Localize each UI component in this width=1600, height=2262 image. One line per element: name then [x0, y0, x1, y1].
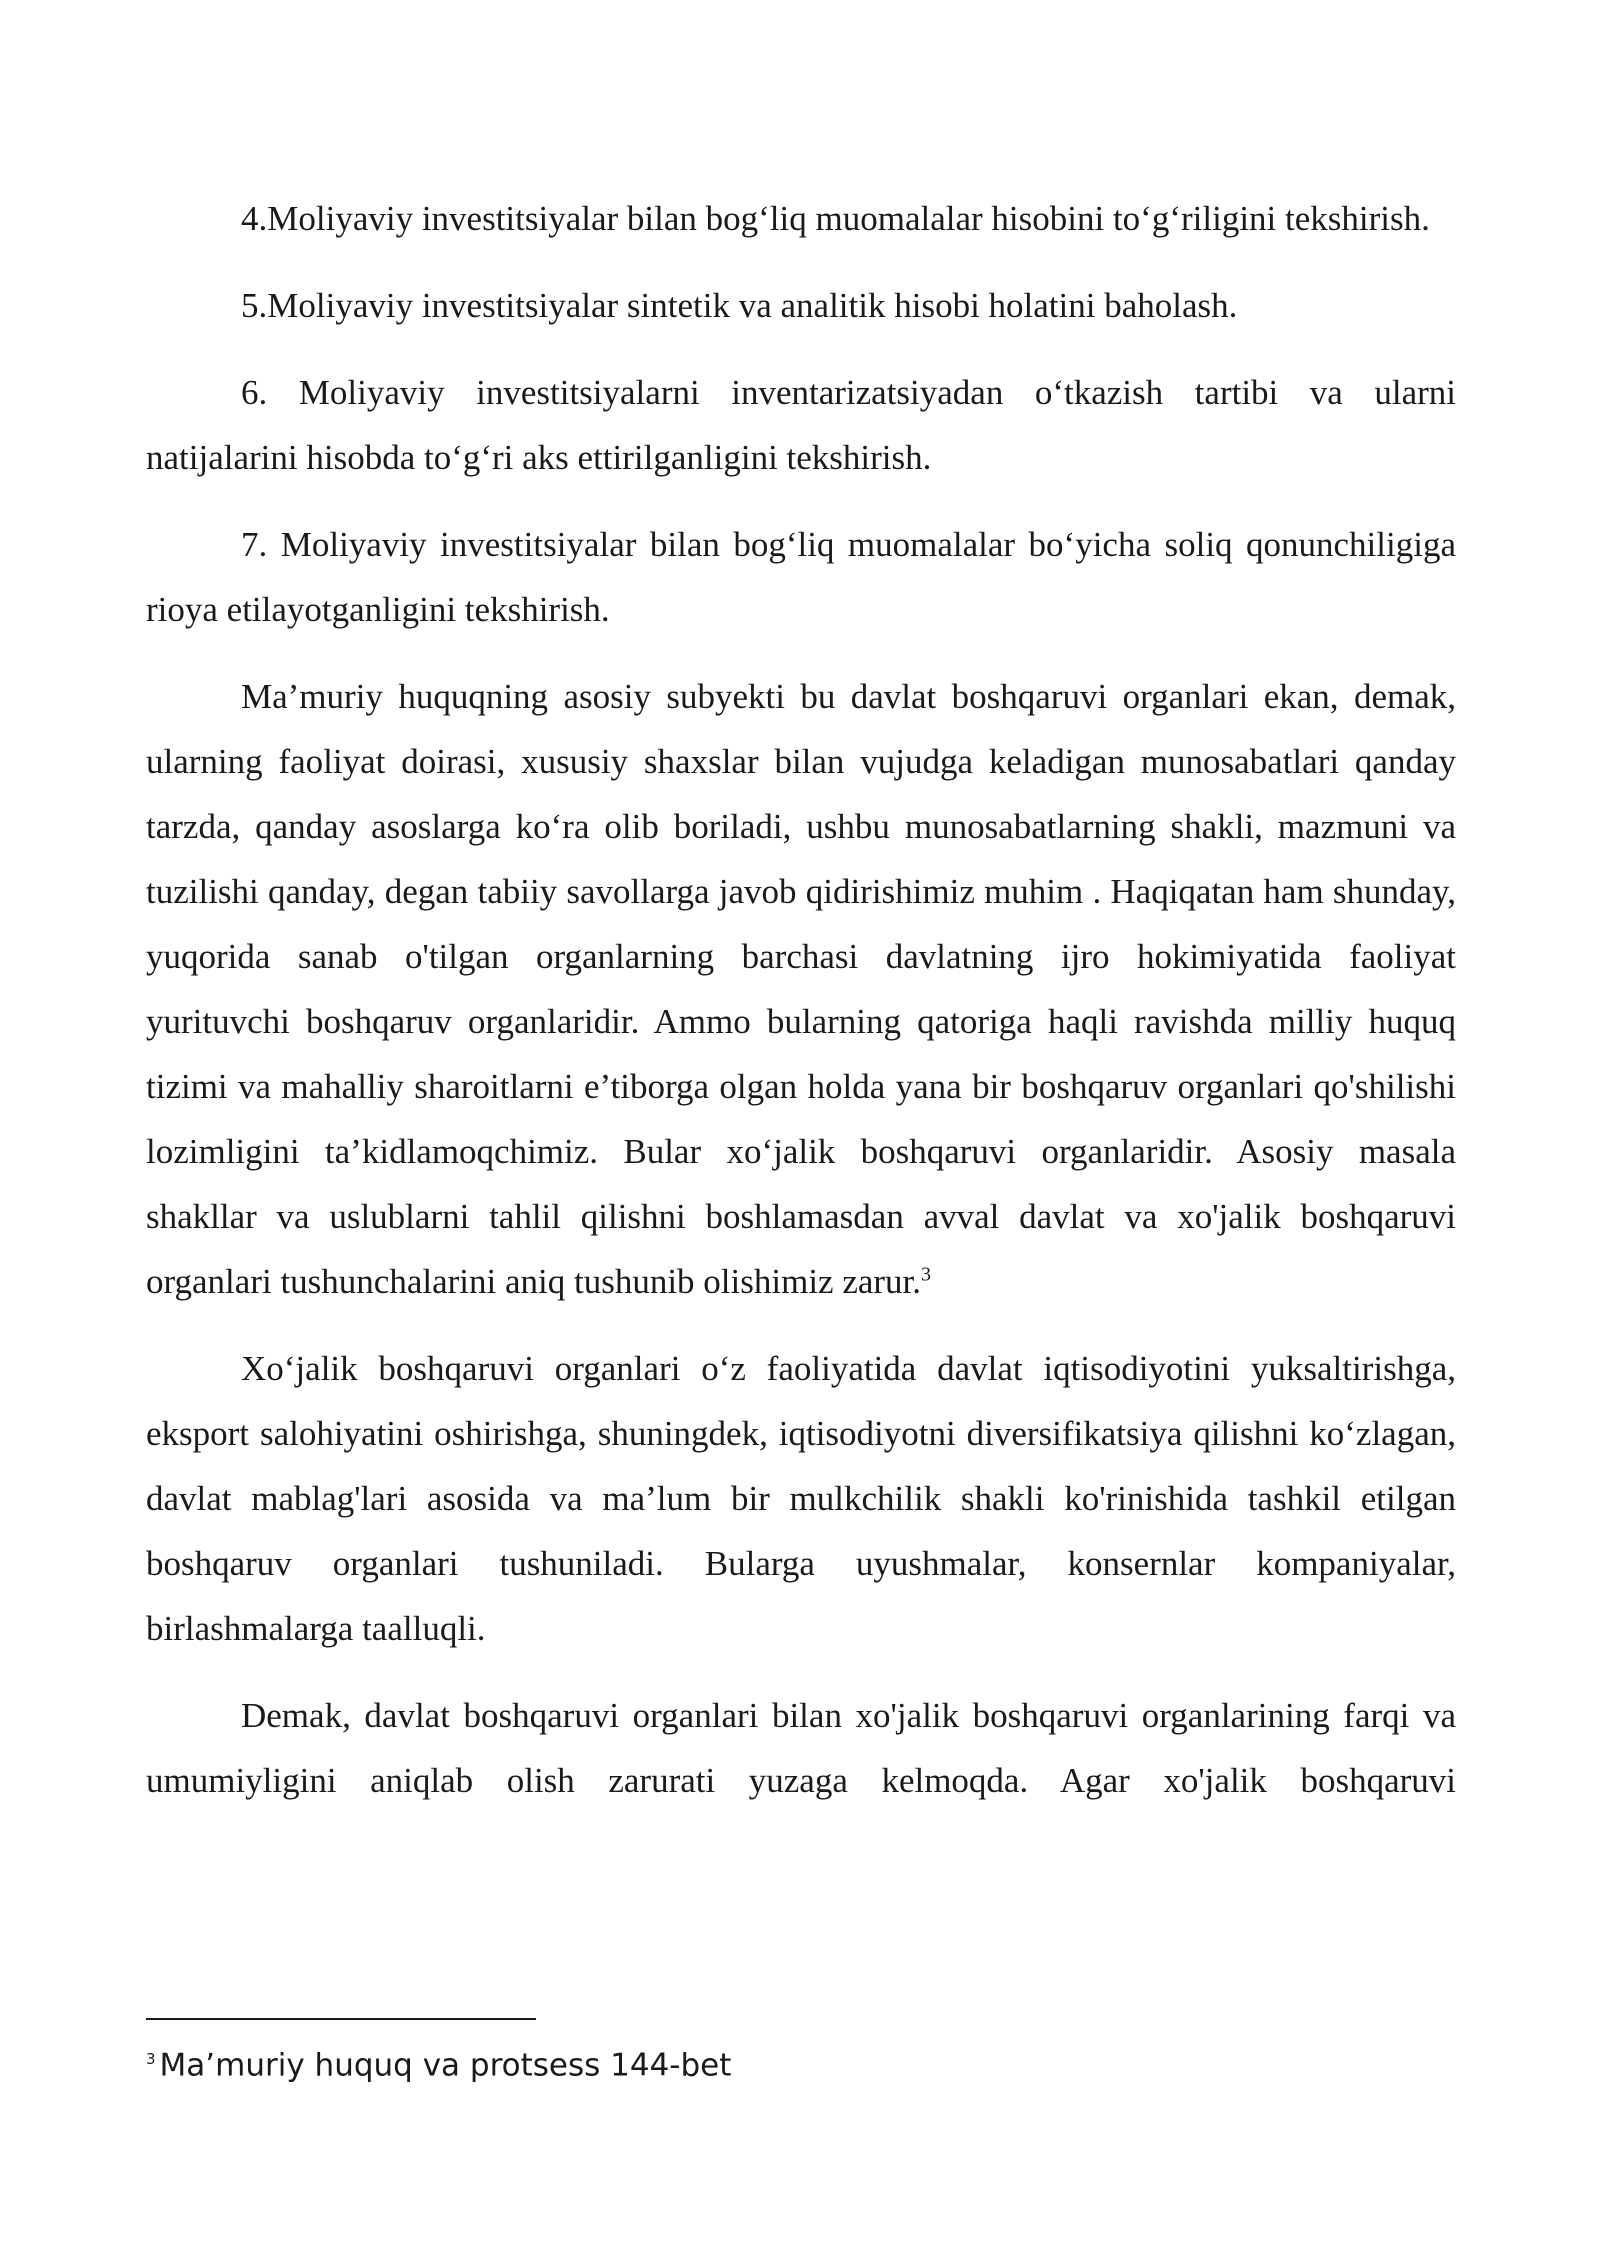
paragraph-item-4: 4.Moliyaviy investitsiyalar bilan bog‘liq muomalalar hisobini to‘g‘riligini tekshirish. — [241, 199, 1430, 238]
paragraph-economic-management: Xo‘jalik boshqaruvi organlari o‘z faoliyatida davlat iqtisodiyotini yuksaltirishga, eksport salohiyatini oshirishga, shuningdek, iqtisodiyotni diversifikatsiya qilishni ko‘zlagan, davlat mablag'lari asosida va ma’lum bir mulkchilik shakli ko'rinishida tashkil etilgan boshqaruv organlari tushuniladi. Bularga uyushmalar, konsernlar kompaniyalar, birlashmalarga taalluqli. — [146, 1349, 1456, 1648]
document-body — [146, 186, 1456, 1835]
footnote-text: Ma’muriy huquq va protsess 144-bet — [159, 2047, 732, 2084]
paragraph-item-6: 6. Moliyaviy investitsiyalarni inventarizatsiyadan o‘tkazish tartibi va ularni natijalarini hisobda to‘g‘ri aks ettirilganligini tekshirish. — [146, 373, 1456, 477]
footnote-mark: 3 — [146, 2050, 156, 2068]
paragraph-item-7: 7. Moliyaviy investitsiyalar bilan bog‘liq muomalalar bo‘yicha soliq qonunchiligiga rioya etilayotganligini tekshirish. — [146, 525, 1456, 629]
footnote-separator — [146, 2018, 536, 2020]
paragraph-item-5: 5.Moliyaviy investitsiyalar sintetik va analitik hisobi holatini baholash. — [241, 286, 1238, 325]
paragraph-conclusion: Demak, davlat boshqaruvi organlari bilan xo'jalik boshqaruvi organlarining farqi va umumiyligini aniqlab olish zarurati yuzaga kelmoqda. Agar xo'jalik boshqaruvi — [146, 1696, 1456, 1800]
paragraph-text: Ma’muriy huquqning asosiy subyekti bu davlat boshqaruvi organlari ekan, demak, ularning faoliyat doirasi, xususiy shaxslar bilan vujudga keladigan munosabatlari qanday tarzda, qanday asoslarga ko‘ra olib boriladi, ushbu munosabatlarning shakli, mazmuni va tuzilishi qanday, degan tabiiy savollarga javob qidirishimiz muhim . Haqiqatan ham shunday, yuqorida sanab o'tilgan organlarning barchasi davlatning ijro hokimiyatida faoliyat yurituvchi boshqaruv organlaridir. Ammo bularning qatoriga haqli ravishda milliy huquq tizimi va mahalliy sharoitlarni e’tiborga olgan holda yana bir boshqaruv organlari qo'shilishi lozimligini ta’kidlamoqchimiz. Bular xo‘jalik boshqaruvi organlaridir. Asosiy masala shakllar va uslublarni tahlil qilishni boshlamasdan avval davlat va xo'jalik boshqaruvi organlari tushunchalarini aniq tushunib olishimiz zarur. — [146, 677, 1456, 1301]
paragraph-administrative-law — [146, 664, 1456, 1314]
footnote — [146, 2036, 731, 2088]
footnote-reference[interactable]: 3 — [921, 1263, 932, 1286]
